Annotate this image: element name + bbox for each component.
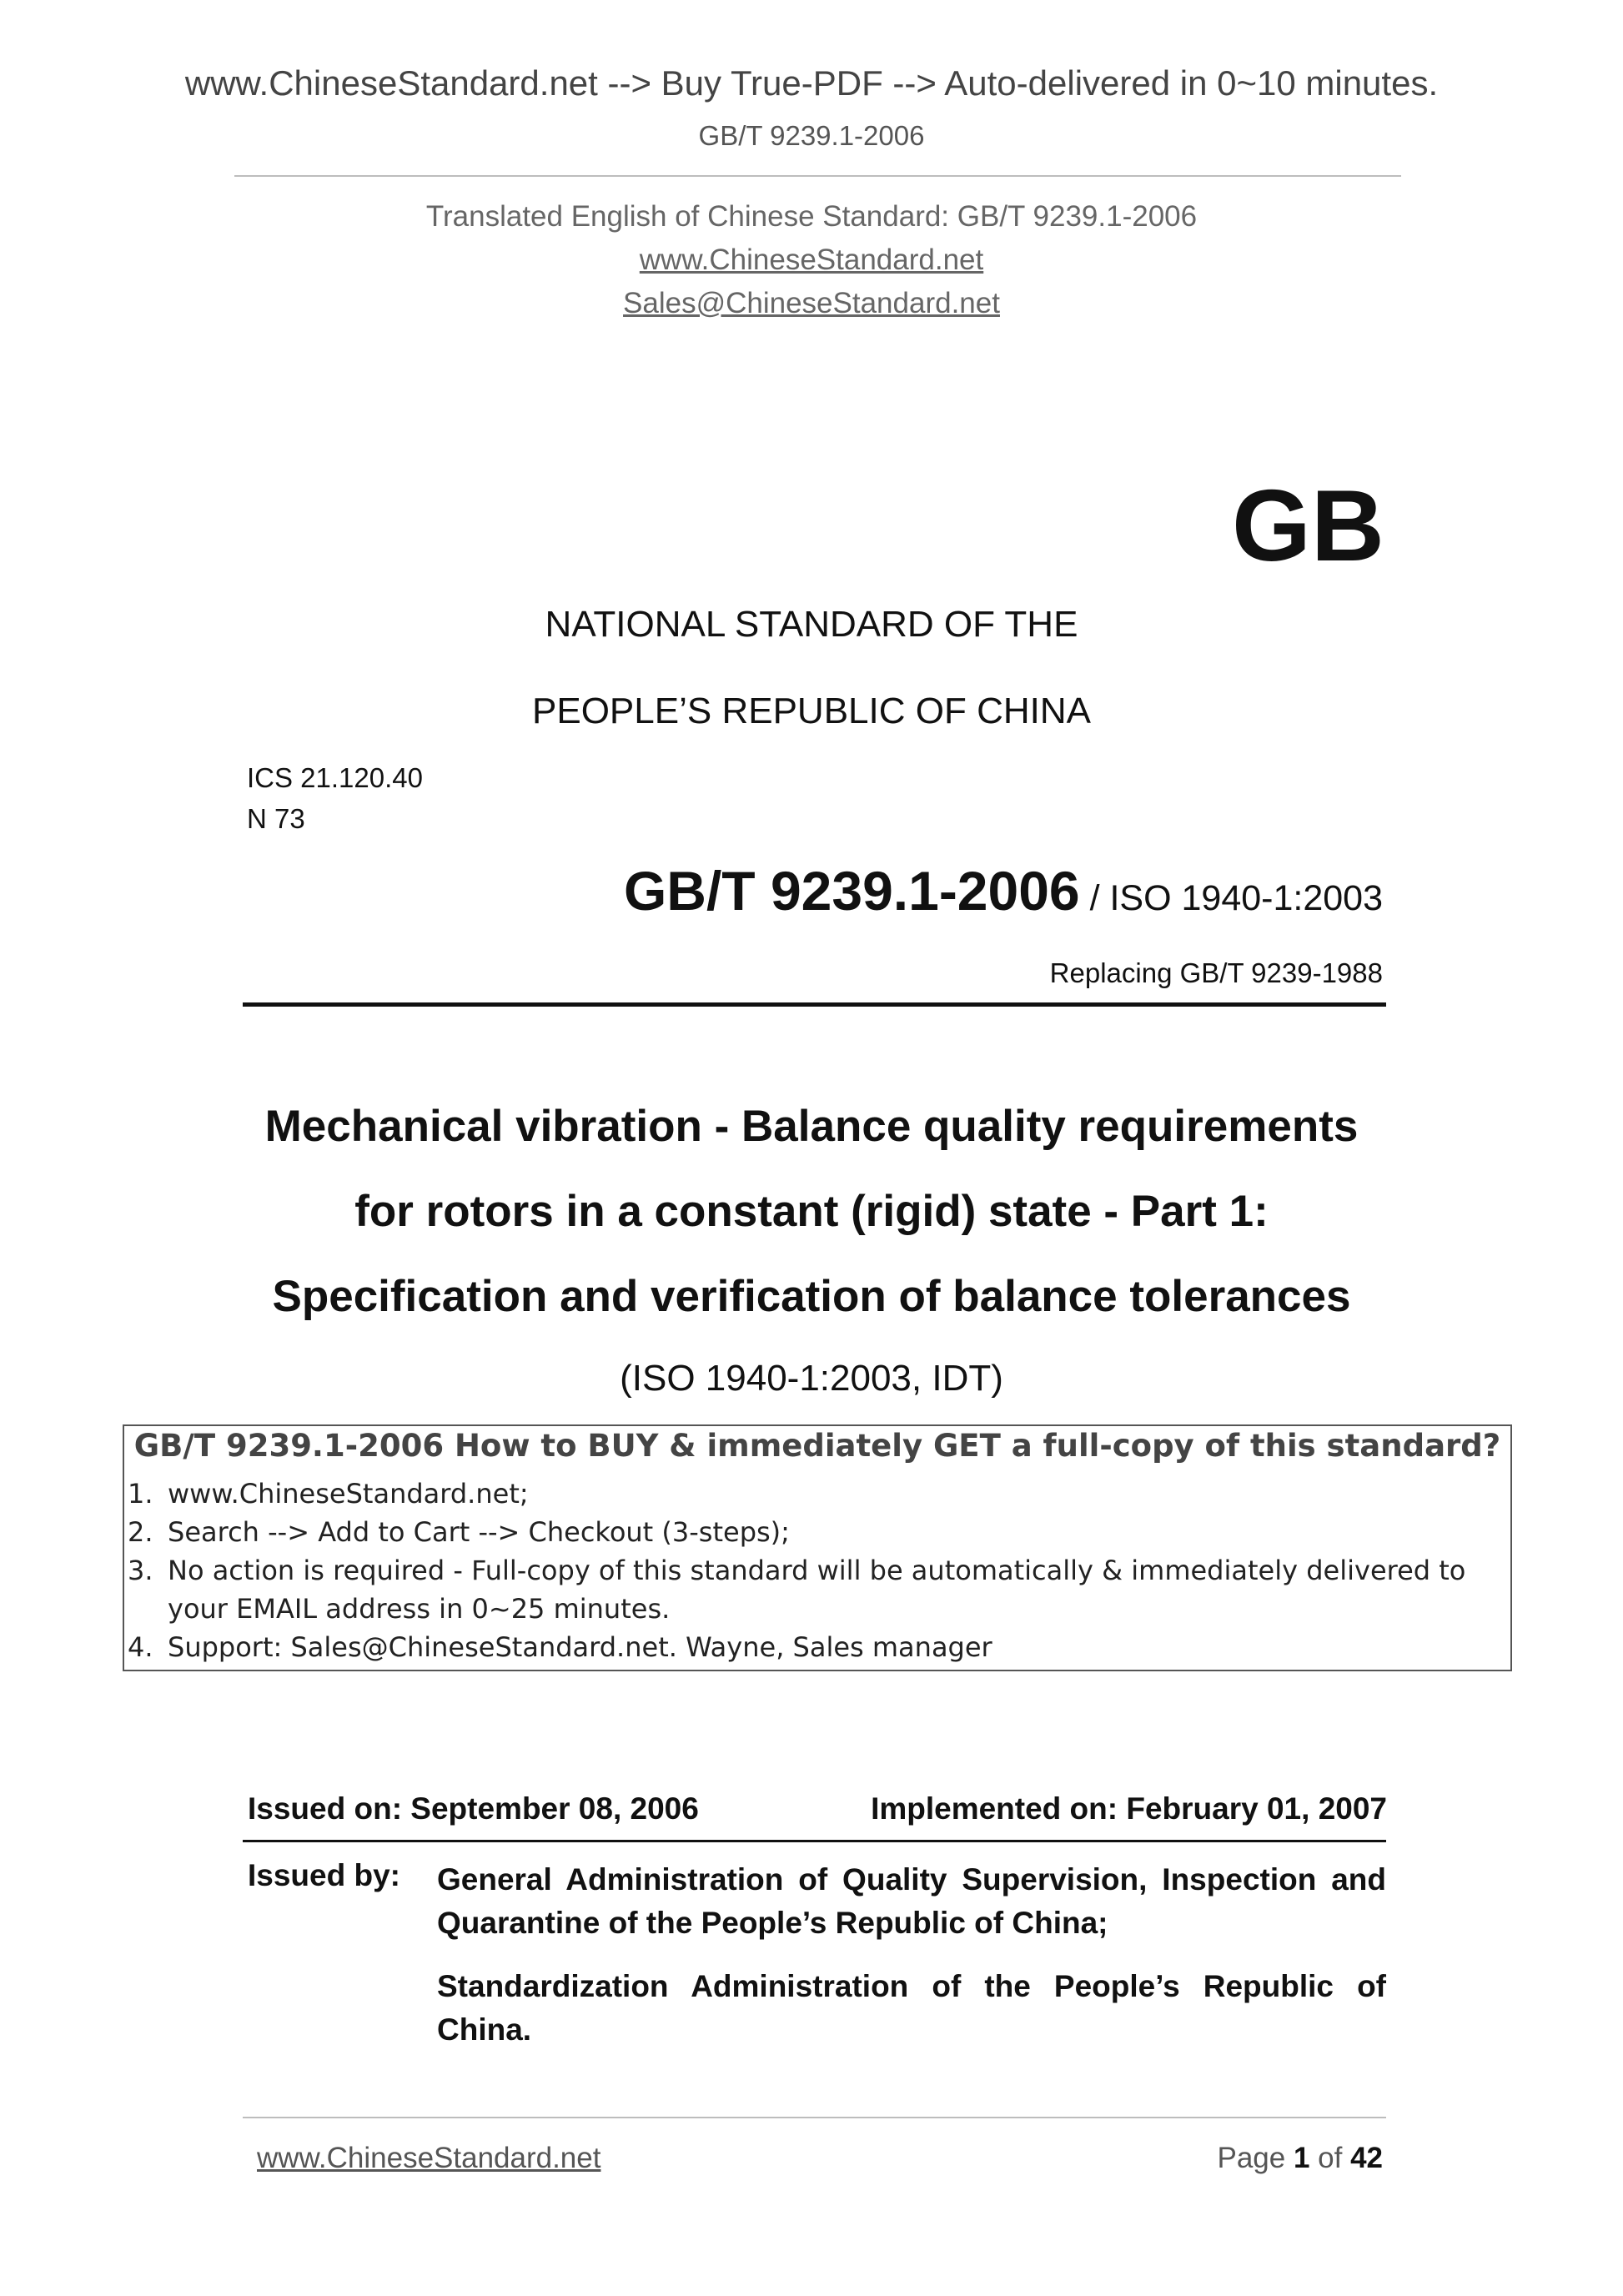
step-text: No action is required - Full-copy of this standard will be automatically & immediately delivered to your EMAIL address in 0~25 minutes. — [168, 1555, 1466, 1625]
number-divider — [243, 1002, 1386, 1007]
header-standard-code: GB/T 9239.1-2006 — [698, 120, 925, 151]
buy-steps-list — [128, 1475, 1502, 1666]
buy-instructions-box — [123, 1424, 1512, 1671]
header-divider — [234, 175, 1401, 177]
page-total: 42 — [1350, 2142, 1383, 2174]
page-indicator — [1217, 2142, 1383, 2175]
standard-number-main: GB/T 9239.1-2006 — [623, 860, 1080, 922]
issue-divider — [243, 1840, 1386, 1842]
issuer-2: Standardization Administration of the People’s Republic of China. — [437, 1969, 1386, 2047]
step-text: Support: Sales@ChineseStandard.net. Wayne, Sales manager — [168, 1631, 992, 1663]
standard-number — [624, 859, 1383, 922]
national-standard-line1: NATIONAL STANDARD OF THE — [545, 604, 1078, 645]
page-label: Page — [1217, 2142, 1294, 2174]
gb-mark: GB — [1232, 469, 1384, 582]
step-number: 3. — [128, 1555, 153, 1586]
issuer-1: General Administration of Quality Supervision, Inspection and Quarantine of the People’s Republic of China; — [437, 1862, 1386, 1940]
footer-website-link[interactable]: www.ChineseStandard.net — [257, 2142, 601, 2174]
replacing-note: Replacing GB/T 9239-1988 — [1049, 957, 1383, 988]
top-banner: www.ChineseStandard.net --> Buy True-PDF --> Auto-delivered in 0~10 minutes. — [184, 63, 1439, 103]
header-email-link[interactable]: Sales@ChineseStandard.net — [623, 287, 1000, 319]
issue-dates-row — [248, 1791, 1387, 1826]
page-of: of — [1309, 2142, 1351, 2174]
buy-step — [128, 1628, 1502, 1666]
header-website-link[interactable]: www.ChineseStandard.net — [639, 244, 984, 276]
header-website-row — [0, 244, 1623, 277]
buy-step — [128, 1513, 1502, 1551]
standard-number-iso: / ISO 1940-1:2003 — [1079, 878, 1383, 918]
buy-step — [128, 1475, 1502, 1513]
page-current: 1 — [1293, 2142, 1310, 2174]
step-number: 2. — [128, 1516, 153, 1548]
translated-notice: Translated English of Chinese Standard: GB/T 9239.1-2006 — [425, 200, 1198, 233]
issued-on-date: Issued on: September 08, 2006 — [248, 1791, 699, 1826]
title-line-2: for rotors in a constant (rigid) state - Part 1: — [354, 1187, 1269, 1236]
header-email-row — [0, 287, 1623, 320]
issued-by-label: Issued by: — [248, 1858, 400, 1892]
footer-divider — [243, 2117, 1386, 2118]
step-number: 4. — [128, 1631, 153, 1663]
equivalence-note: (ISO 1940-1:2003, IDT) — [620, 1358, 1003, 1399]
buy-step — [128, 1551, 1502, 1628]
implemented-on-date: Implemented on: February 01, 2007 — [871, 1791, 1387, 1826]
step-text[interactable]: www.ChineseStandard.net; — [168, 1478, 529, 1510]
buy-box-title: GB/T 9239.1-2006 How to BUY & immediately GET a full-copy of this standard? — [133, 1428, 1501, 1464]
footer-website-row — [257, 2142, 600, 2175]
ccs-code: N 73 — [247, 803, 305, 834]
step-number: 1. — [128, 1478, 153, 1510]
title-line-3: Specification and verification of balance tolerances — [272, 1272, 1351, 1321]
national-standard-line2: PEOPLE’S REPUBLIC OF CHINA — [532, 691, 1091, 731]
step-text: Search --> Add to Cart --> Checkout (3-steps); — [168, 1516, 790, 1548]
ics-code: ICS 21.120.40 — [247, 762, 423, 793]
title-line-1: Mechanical vibration - Balance quality requirements — [264, 1102, 1359, 1151]
